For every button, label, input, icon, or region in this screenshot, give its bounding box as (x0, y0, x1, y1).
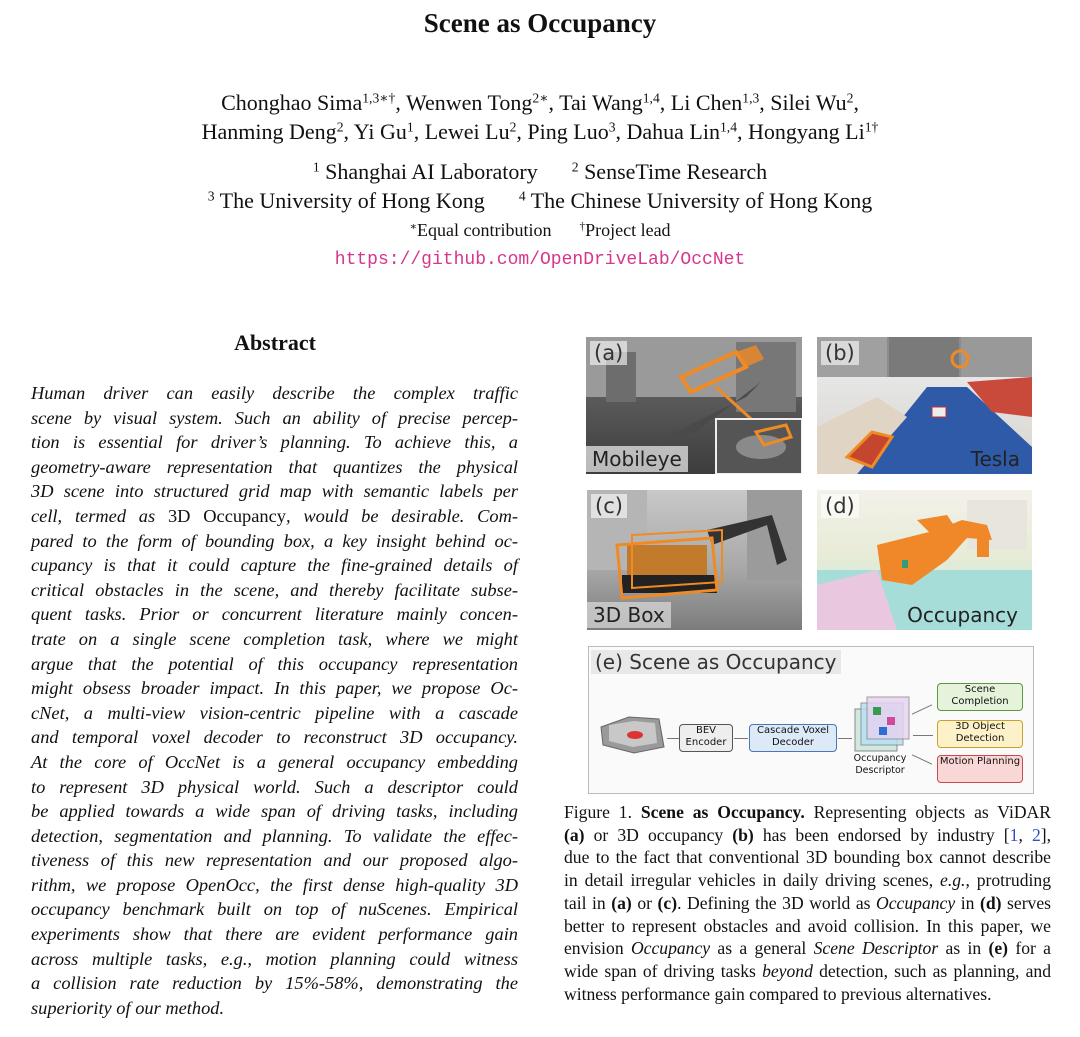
panel-label-3d-box: 3D Box (587, 602, 671, 628)
caption-line: (a) or 3D occupancy (b) has been endorsed by industry [1, 2], (564, 824, 1051, 845)
author-list-line-1: Chonghao Sima$^{1,3∗\dagger}$, Wenwen Tong$^{2∗}$, Tai Wang$^{1,4}$, Li Chen$^{1,3}$, Silei Wu$^2$, (221, 90, 859, 115)
affiliation-number: 4 (518, 188, 526, 204)
equal-mark: ∗ (409, 220, 418, 233)
abstract-line: cell, termed as 3D Occupancy, would be desirable. Com- (31, 505, 518, 526)
abstract-line: and temporal voxel decoder to reconstruct 3D occupancy. (31, 727, 518, 748)
author-name: Hongyang Li (748, 119, 865, 144)
3d-object-detection-box: 3D Object Detection (937, 720, 1023, 748)
author-affiliation-marker: 2 (846, 90, 854, 106)
abstract-line: be applied towards a wide span of driving tasks, including (31, 801, 518, 822)
author-name: Silei Wu (770, 90, 847, 115)
author-affiliation-marker: 2 (336, 119, 344, 135)
abstract-line: argue that the potential of this occupancy representation (31, 653, 518, 674)
author-name: Chonghao Sima (221, 90, 363, 115)
citation-link[interactable]: 1 (1009, 824, 1019, 845)
author-name: Ping Luo (527, 119, 609, 144)
abstract-line: 3D scene into structured grid map with semantic labels per (31, 481, 518, 502)
author-name: Lewei Lu (424, 119, 510, 144)
affiliation-number: 1 (312, 159, 320, 175)
affiliation-name: The University of Hong Kong (219, 188, 485, 213)
caption-line: Figure 1. Scene as Occupancy. Representing objects as ViDAR (564, 802, 1051, 822)
figure-panel-mobileye (586, 337, 802, 474)
panel-label-occupancy: Occupancy (907, 603, 1018, 627)
abstract-body (31, 381, 518, 1020)
caption-line: in detail irregular vehicles in daily driving scenes, e.g., protruding (564, 870, 1051, 891)
abstract-line: cNet, a multi-view vision-centric pipeline with a cascade (31, 702, 518, 723)
author-affiliation-marker: 1,3 (742, 90, 760, 106)
figure-panel-occupancy (817, 490, 1032, 630)
abstract-line: Human driver can easily describe the complex traffic (31, 383, 518, 403)
flow-arrow (734, 738, 748, 739)
occupancy-descriptor-label: Occupancy Descriptor (853, 753, 907, 776)
abstract-line: tion is essential for driver’s planning. To achieve this, a (31, 432, 518, 453)
abstract-line: At the core of OccNet is a general occupancy embedding (31, 751, 518, 772)
author-affiliation-marker: 2∗ (532, 90, 549, 106)
panel-tag-d: (d) (821, 494, 859, 518)
author-name: Yi Gu (353, 119, 407, 144)
flow-arrow (838, 738, 852, 739)
caption-title: Scene as Occupancy. (640, 802, 805, 822)
abstract-line: superiority of our method. (31, 997, 225, 1018)
abstract-line: experiments show that there are evident performance gain (31, 924, 518, 945)
abstract-line: scene by visual system. Such an ability of precise percep- (31, 407, 518, 428)
panel-tag-a: (a) (590, 341, 627, 365)
abstract-line: rithm, we propose OpenOcc, the first dense high-quality 3D (31, 874, 518, 895)
flow-arrow (913, 735, 933, 736)
abstract-line: to represent 3D physical world. Such a descriptor could (31, 776, 518, 797)
figure-caption (564, 801, 1051, 1005)
affiliation-name: SenseTime Research (584, 159, 768, 184)
caption-line: envision Occupancy as a general Scene Descriptor as in (e) for a (564, 938, 1051, 959)
figure-panel-tesla (817, 337, 1032, 474)
abstract-line: a collision rate reduction by 15%-58%, demonstrating the (31, 973, 518, 994)
contribution-notes (0, 220, 1080, 241)
affiliation-name: The Chinese University of Hong Kong (530, 188, 873, 213)
multiview-images-icon (601, 717, 664, 753)
figure-panel-3d-box (587, 490, 802, 630)
figure-panel-scene-as-occupancy (588, 646, 1034, 794)
paper-title: Scene as Occupancy (423, 8, 657, 38)
author-affiliation-marker: 1,4 (719, 119, 738, 135)
caption-line: better to represent obstacles and avoid collision. In this paper, we (564, 915, 1051, 936)
abstract-line: tiveness of this new representation and our proposed algo- (31, 850, 518, 871)
panel-tag-c: (c) (591, 494, 627, 518)
abstract-line: critical obstacles in the scene, and thereby facilitate subse- (31, 579, 518, 600)
flow-arrow (667, 738, 679, 739)
affiliations-line-2 (0, 188, 1080, 214)
caption-line: due to the fact that conventional 3D bounding box cannot describe (564, 847, 1051, 868)
author-name: Li Chen (670, 90, 743, 115)
bev-encoder-box: BEV Encoder (679, 724, 733, 752)
cascade-voxel-decoder-box: Cascade Voxel Decoder (749, 724, 837, 752)
author-affiliation-marker: 3 (608, 119, 616, 135)
panel-tag-b: (b) (821, 341, 859, 365)
abstract-line: cupancy is that it could capture the fine-grained details of (31, 555, 518, 576)
author-name: Wenwen Tong (405, 90, 533, 115)
panel-tag-e: (e) Scene as Occupancy (591, 650, 841, 674)
author-name: Hanming Deng (201, 119, 337, 144)
author-name: Tai Wang (559, 90, 643, 115)
motion-planning-box: Motion Planning (937, 755, 1023, 783)
author-affiliation-marker: 1† (864, 119, 879, 135)
panel-label-tesla: Tesla (970, 447, 1020, 471)
author-name: Dahua Lin (626, 119, 720, 144)
abstract-line: trate on a single scene completion task, where we might (31, 628, 518, 649)
affiliations-line-1 (0, 159, 1080, 185)
scene-completion-box: Scene Completion (937, 683, 1023, 711)
equal-contribution-note: Equal contribution (417, 220, 552, 240)
abstract-line: pared to the form of bounding box, a key insight behind oc- (31, 530, 518, 551)
citation-link[interactable]: 2 (1031, 824, 1041, 845)
lead-mark: † (579, 220, 586, 233)
abstract-line: detection, segmentation and planning. To validate the effec- (31, 825, 518, 846)
caption-line: wide span of driving tasks beyond detection, such as planning, and (564, 960, 1051, 981)
author-affiliation-marker: 1 (406, 119, 414, 135)
abstract-heading: Abstract (234, 330, 316, 355)
abstract-line: geometry-aware representation that quantizes the physical (31, 456, 518, 477)
caption-label: Figure 1. (564, 802, 641, 822)
panel-label-mobileye: Mobileye (586, 446, 688, 472)
author-affiliation-marker: 1,3∗† (362, 90, 396, 106)
affiliation-number: 2 (571, 159, 579, 175)
author-affiliation-marker: 2 (509, 119, 517, 135)
affiliation-name: Shanghai AI Laboratory (325, 159, 538, 184)
caption-line: witness performance gain compared to previous alternatives. (564, 983, 992, 1004)
abstract-line: quent tasks. Prior or concurrent literature mainly concen- (31, 604, 518, 625)
caption-line: tail in (a) or (c). Defining the 3D world as Occupancy in (d) serves (564, 892, 1052, 913)
author-list-line-2: Hanming Deng$^2$, Yi Gu$^1$, Lewei Lu$^2$, Ping Luo$^3$, Dahua Lin$^{1,4}$, Hongyang $Li^{1\dagger}$ (201, 119, 879, 144)
abstract-line: across multiple tasks, e.g., motion planning could witness (31, 948, 518, 969)
abstract-line: might obsess broader impact. In this paper, we propose Oc- (31, 678, 518, 699)
affiliation-number: 3 (207, 188, 215, 204)
voxel-descriptor-icon (855, 697, 909, 751)
author-affiliation-marker: 1,4 (642, 90, 660, 106)
abstract-line: occupancy benchmark built on top of nuScenes. Empirical (31, 899, 518, 920)
project-lead-note: Project lead (585, 220, 671, 240)
project-url-link[interactable]: https://github.com/OpenDriveLab/OccNet (334, 250, 746, 270)
